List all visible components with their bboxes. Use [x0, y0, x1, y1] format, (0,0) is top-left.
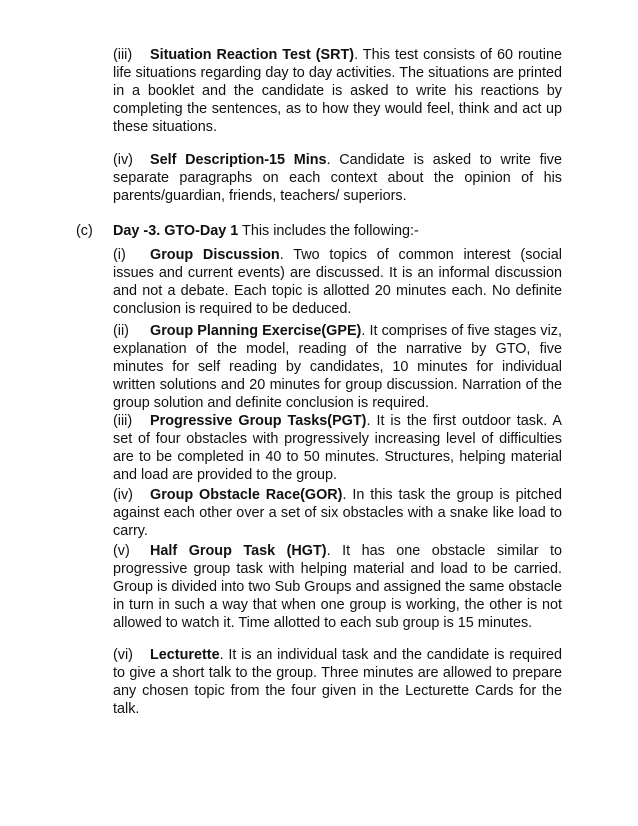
item-number: (iv): [113, 487, 133, 503]
item-body: . It has one obstacle similar to progressive group task with helping material and load to be carried. Group is divided into two Sub Groups and assigned the same obstacle in turn in such a way that when one group is working, the other is not allowed to watch it. Time allotted to each sub group is 15 minutes.: [113, 543, 562, 631]
item-number: (iii): [113, 413, 133, 429]
item-body: . It is the first outdoor task. A set of four obstacles with progressively increasing level of difficulties are to be completed in 40 to 50 minutes. Structures, helping material and load are provided to the group.: [113, 413, 562, 483]
section-label: (c): [76, 223, 93, 239]
item-gpe: [113, 322, 562, 412]
item-title: Half Group Task (HGT): [150, 543, 327, 559]
item-group-discussion: [113, 246, 562, 318]
item-title: Situation Reaction Test (SRT): [150, 47, 355, 63]
item-body: . This test consists of 60 routine life situations regarding day to day activities. The situations are printed in a booklet and the candidate is asked to write his reactions by completing the sentences, as to how they would feel, think and act up these situations.: [113, 47, 562, 135]
item-number: (iii): [113, 47, 133, 63]
item-title: Lecturette: [150, 647, 220, 663]
item-body: . Two topics of common interest (social issues and current events) are discussed. It is an informal discussion and not a debate. Each topic is allotted 20 minutes each. No definite conclusion is required to be deduced.: [113, 247, 563, 317]
item-number: (iv): [113, 152, 133, 168]
item-pgt: [113, 412, 562, 484]
item-title: Self Description-15 Mins: [150, 152, 327, 168]
item-body: . In this task the group is pitched against each other over a set of six obstacles with a snake like load to carry.: [113, 487, 563, 539]
item-number: (ii): [113, 323, 129, 339]
item-title: Group Obstacle Race(GOR): [150, 487, 343, 503]
item-body: . It is an individual task and the candidate is required to give a short talk to the group. Three minutes are allowed to prepare any chosen topic from the four given in the Lecturette Cards for the talk.: [113, 647, 562, 717]
item-self-description: [113, 151, 562, 205]
item-hgt: [113, 542, 562, 632]
item-number: (vi): [113, 647, 133, 663]
item-gor: [113, 486, 562, 540]
item-title: Group Discussion: [150, 247, 280, 263]
section-text: This includes the following:-: [238, 223, 419, 239]
item-body: . It comprises of five stages viz, explanation of the model, reading of the narrative by GTO, five minutes for self reading by candidates, 10 minutes for individual written solutions and 20 minutes for group discussion. Narration of the group solution and definite conclusion is required.: [113, 323, 562, 411]
section-title: Day -3. GTO-Day 1: [113, 223, 239, 239]
item-title: Progressive Group Tasks(PGT): [150, 413, 367, 429]
item-body: . Candidate is asked to write five separate paragraphs on each context about the opinion of his parents/guardian, friends, teachers/ superiors.: [113, 152, 562, 204]
item-number: (i): [113, 247, 126, 263]
item-lecturette: [113, 646, 562, 718]
item-number: (v): [113, 543, 130, 559]
item-title: Group Planning Exercise(GPE): [150, 323, 362, 339]
item-srt: [113, 46, 562, 136]
